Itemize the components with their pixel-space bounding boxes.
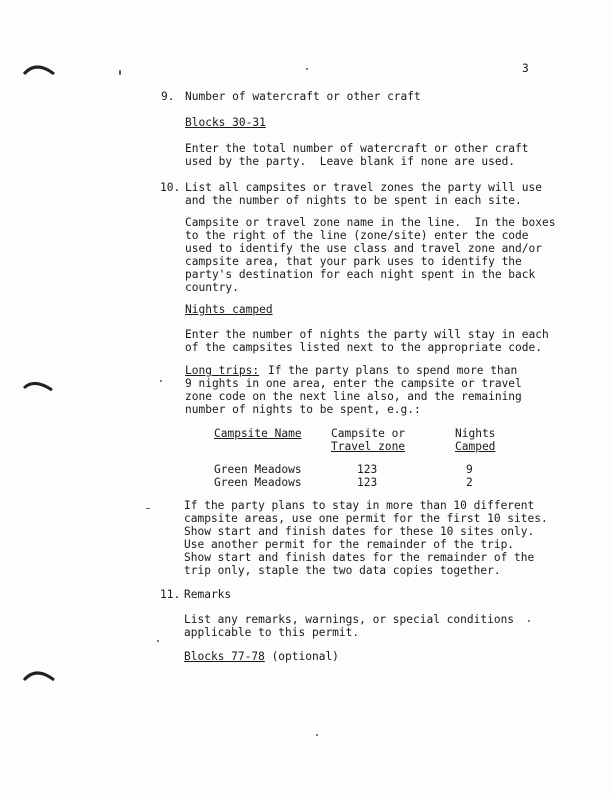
block-label: Blocks 30-31 <box>185 116 266 129</box>
binder-hole-mark-top <box>22 60 56 78</box>
body-line: country. <box>185 281 239 294</box>
body-line: Campsite or travel zone name in the line. In the boxes <box>185 216 556 229</box>
body-line: Show start and finish dates for the remainder of the <box>184 551 535 564</box>
scan-speck <box>528 620 530 622</box>
nights-camped-label: Nights camped <box>185 303 273 316</box>
table-header: Travel zone <box>331 440 406 453</box>
scan-speck <box>119 70 121 75</box>
section-heading: Number of watercraft or other craft <box>185 90 421 103</box>
table-cell: Green Meadows <box>214 463 302 476</box>
body-line: Enter the number of nights the party will stay in each <box>185 328 549 341</box>
body-line: party's destination for each night spent in the back <box>185 268 536 281</box>
body-line: List any remarks, warnings, or special conditions <box>184 613 515 626</box>
table-cell: Green Meadows <box>214 476 302 489</box>
body-line: of the campsites listed next to the appropriate code. <box>185 341 542 354</box>
block-label-line <box>184 650 339 663</box>
scan-speck <box>160 380 162 382</box>
scan-speck <box>157 640 159 642</box>
body-line: campsite area, that your park uses to identify the <box>185 255 522 268</box>
section-number: 9. <box>161 90 175 103</box>
body-line: zone code on the next line also, and the remaining <box>185 390 522 403</box>
body-line: to the right of the line (zone/site) enter the code <box>185 229 529 242</box>
body-line: If the party plans to spend more than <box>268 364 518 377</box>
table-cell: 2 <box>466 476 473 489</box>
body-line: used to identify the use class and travel zone and/or <box>185 242 542 255</box>
table-header: Campsite Name <box>214 427 302 440</box>
binder-hole-mark-bottom <box>22 666 56 684</box>
table-cell: 9 <box>466 463 473 476</box>
body-line: trip only, staple the two data copies together. <box>184 564 501 577</box>
table-header: Nights <box>455 427 496 440</box>
body-line: applicable to this permit. <box>184 626 360 639</box>
table-header: Camped <box>455 440 496 453</box>
body-line: Use another permit for the remainder of the trip. <box>184 538 515 551</box>
body-line: 9 nights in one area, enter the campsite or travel <box>185 377 522 390</box>
scan-speck <box>306 68 308 70</box>
section-number: 11. <box>160 588 181 601</box>
section-heading: List all campsites or travel zones the party will use <box>185 181 542 194</box>
body-line: Enter the total number of watercraft or other craft <box>185 142 529 155</box>
table-cell: 123 <box>357 463 378 476</box>
body-line: campsite areas, use one permit for the first 10 sites. <box>184 512 548 525</box>
body-line: used by the party. Leave blank if none are used. <box>185 155 516 168</box>
body-line: number of nights to be spent, e.g.: <box>185 403 421 416</box>
block-note: (optional) <box>264 650 339 663</box>
body-line: If the party plans to stay in more than 10 different <box>184 499 535 512</box>
page-number: 3 <box>522 62 529 75</box>
long-trips-label: Long trips: <box>185 364 260 377</box>
section-number: 10. <box>160 181 181 194</box>
scan-speck <box>146 508 150 509</box>
body-line: Show start and finish dates for these 10 sites only. <box>184 525 535 538</box>
scan-speck <box>316 734 318 736</box>
table-header: Campsite or <box>331 427 406 440</box>
section-heading: Remarks <box>184 588 232 601</box>
binder-hole-mark-middle <box>22 376 56 394</box>
block-label: Blocks 77-78 <box>184 650 265 663</box>
table-cell: 123 <box>357 476 378 489</box>
section-heading: and the number of nights to be spent in each site. <box>185 194 522 207</box>
